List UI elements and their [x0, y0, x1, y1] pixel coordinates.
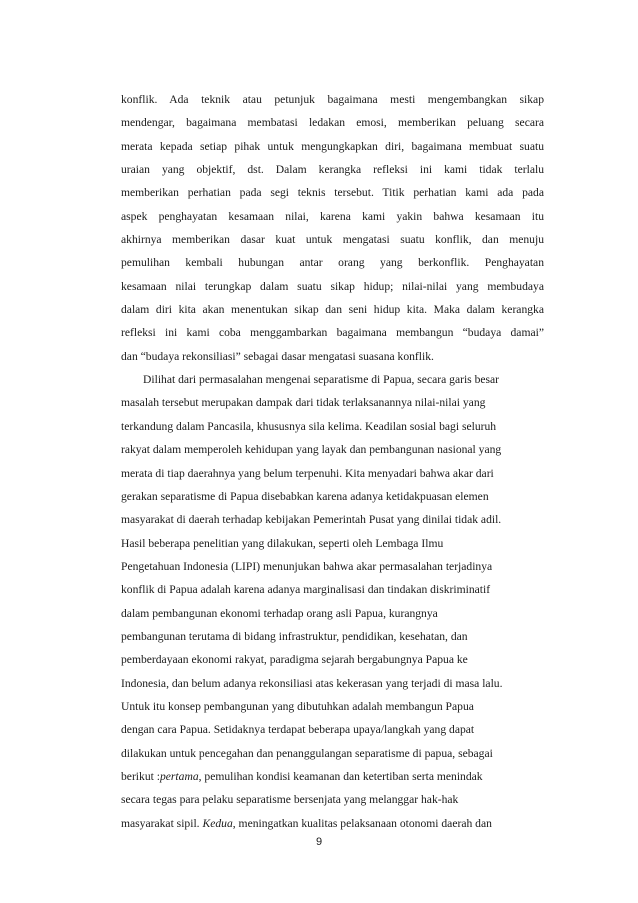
text-line: konflik di Papua adalah karena adanya marginalisasi dan tindakan diskriminatif [121, 583, 491, 597]
text-line: dan “budaya rekonsiliasi” sebagai dasar mengatasi suasana konflik. [121, 349, 434, 363]
text-line: aspek penghayatan kesamaan nilai, karena kami yakin bahwa kesamaan itu [121, 209, 544, 223]
text-line: Pengetahuan Indonesia (LIPI) menunjukan bahwa akar permasalahan terjadinya [121, 559, 493, 573]
text-line: masyarakat di daerah terhadap kebijakan Pemerintah Pusat yang dinilai tidak adil. [121, 513, 502, 527]
text-run: , meningatkan kualitas pelaksanaan otonomi daerah dan [232, 816, 492, 830]
text-line: rakyat dalam memperoleh kehidupan yang layak dan pembangunan nasional yang [121, 443, 502, 457]
text-line: pemulihan kembali hubungan antar orang yang berkonflik. Penghayatan [121, 256, 544, 270]
text-line: dalam diri kita akan menentukan sikap dan seni hidup kita. Maka dalam kerangka [121, 303, 544, 317]
text-line: kesamaan nilai terungkap dalam suatu sikap hidup; nilai-nilai yang membudaya [121, 279, 544, 293]
text-line: secara tegas para pelaku separatisme bersenjata yang melanggar hak-hak [121, 793, 459, 807]
text-line: merata di tiap daerahnya yang belum terpenuhi. Kita menyadari bahwa akar dari [121, 466, 494, 480]
text-line: masalah tersebut merupakan dampak dari tidak terlaksanannya nilai-nilai yang [121, 396, 486, 410]
text-line: uraian yang objektif, dst. Dalam kerangka refleksi ini kami tidak terlalu [121, 163, 544, 177]
text-line: konflik. Ada teknik atau petunjuk bagaimana mesti mengembangkan sikap [121, 93, 544, 106]
text-line: Untuk itu konsep pembangunan yang dibutuhkan adalah membangun Papua [121, 699, 474, 713]
paragraph-start-line: Dilihat dari permasalahan mengenai separatisme di Papua, secara garis besar [143, 373, 500, 387]
text-line: refleksi ini kami coba menggambarkan bagaimana membangun “budaya damai” [121, 326, 544, 340]
text-line: terkandung dalam Pancasila, khususnya sila kelima. Keadilan sosial bagi seluruh [121, 419, 497, 433]
text-line: gerakan separatisme di Papua disebabkan karena adanya ketidakpuasan elemen [121, 489, 489, 503]
text-line: pembangunan terutama di bidang infrastruktur, pendidikan, kesehatan, dan [121, 629, 468, 643]
text-line: dengan cara Papua. Setidaknya terdapat beberapa upaya/langkah yang dapat [121, 723, 475, 737]
text-line: Hasil beberapa penelitian yang dilakukan, seperti oleh Lembaga Ilmu [121, 536, 444, 550]
text-line: Indonesia, dan belum adanya rekonsiliasi atas kekerasan yang terjadi di masa lalu. [121, 676, 503, 690]
text-line: mendengar, bagaimana membatasi ledakan emosi, memberikan peluang secara [121, 116, 544, 130]
text-line: akhirnya memberikan dasar kuat untuk mengatasi suatu konflik, dan menuju [121, 233, 544, 247]
body-text [121, 88, 544, 835]
text-line: merata kepada setiap pihak untuk mengungkapkan diri, bagaimana membuat suatu [121, 139, 544, 153]
emphasis-kedua: Kedua [202, 816, 233, 830]
text-run: masyarakat sipil. [121, 816, 203, 830]
text-line [121, 812, 544, 835]
text-line: memberikan perhatian pada segi teknis tersebut. Titik perhatian kami ada pada [121, 186, 544, 200]
page-number: 9 [315, 836, 323, 848]
text-run: berikut : [121, 769, 160, 783]
text-line: dalam pembangunan ekonomi terhadap orang asli Papua, kurangnya [121, 606, 438, 620]
text-line [121, 765, 544, 788]
text-run: , pemulihan kondisi keamanan dan ketertiban serta menindak [198, 769, 483, 783]
text-line: pemberdayaan ekonomi rakyat, paradigma sejarah bergabungnya Papua ke [121, 653, 468, 667]
text-line: dilakukan untuk pencegahan dan penanggulangan separatisme di papua, sebagai [121, 746, 493, 760]
emphasis-pertama: pertama [159, 769, 199, 783]
